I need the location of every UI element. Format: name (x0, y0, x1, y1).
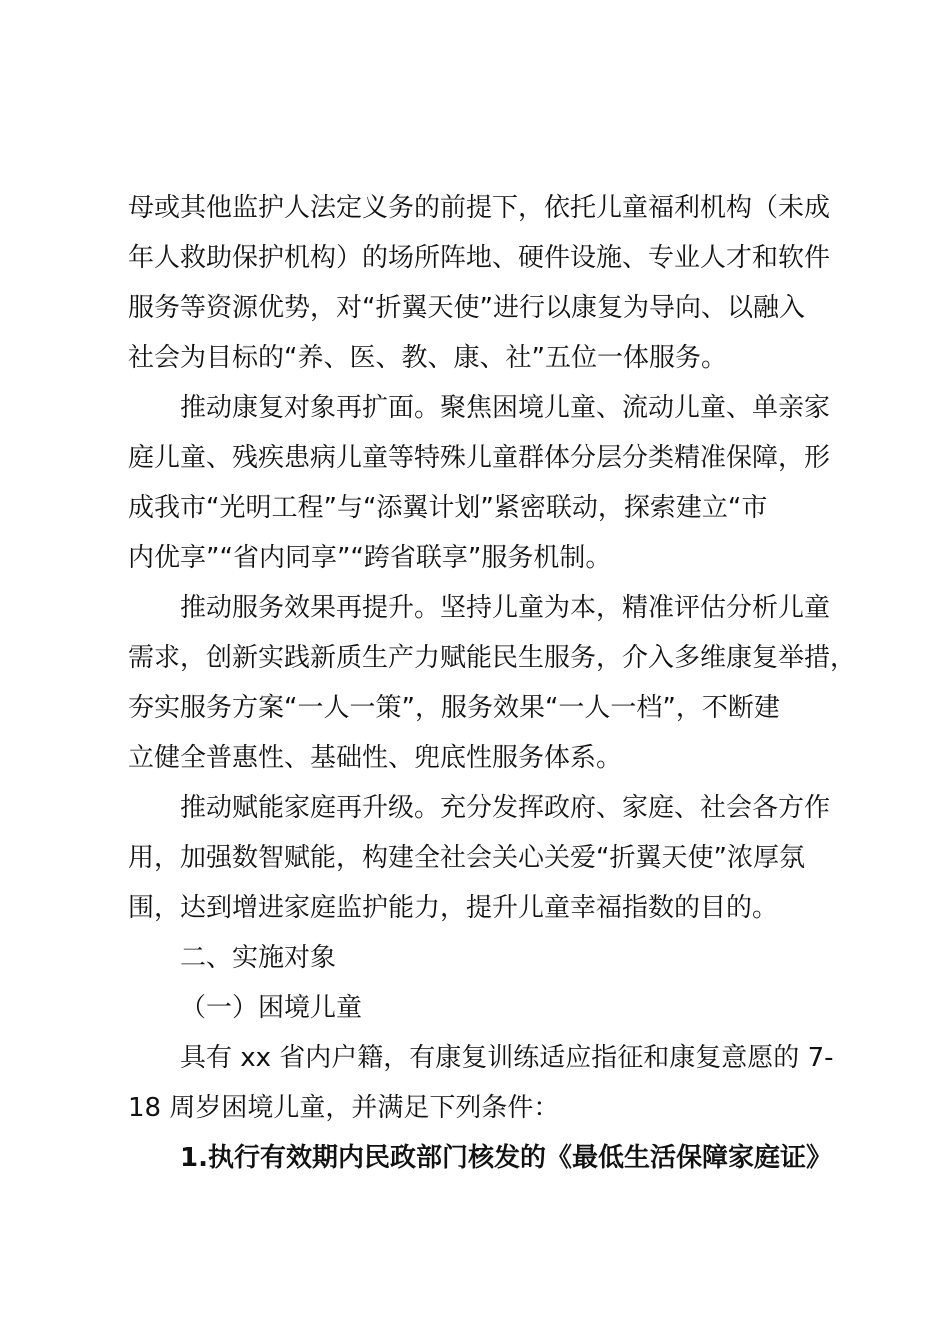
body-text-line: 年人救助保护机构）的场所阵地、硬件设施、专业人才和软件 (128, 243, 831, 273)
body-text-line: 具有 xx 省内户籍，有康复训练适应指征和康复意愿的 7- (180, 1043, 834, 1073)
body-text-line: 立健全普惠性、基础性、兜底性服务体系。 (128, 743, 623, 773)
subsection-heading-children-in-difficulty: （一）困境儿童 (180, 993, 363, 1023)
body-text-line: 18 周岁困境儿童，并满足下列条件： (128, 1093, 560, 1123)
paragraph-heading-service-effect: 推动服务效果再提升。坚持儿童为本，精准评估分析儿童 (180, 593, 831, 623)
body-text-line: 用，加强数智赋能，构建全社会关心关爱“折翼天使”浓厚氛 (128, 843, 805, 873)
body-text-line: 需求，创新实践新质生产力赋能民生服务，介入多维康复举措， (128, 643, 857, 673)
body-text-line: 围，达到增进家庭监护能力，提升儿童幸福指数的目的。 (128, 893, 779, 923)
body-text-line: 内优享”“省内同享”“跨省联享”服务机制。 (128, 543, 612, 573)
section-heading-targets: 二、实施对象 (180, 943, 337, 973)
body-text-line: 服务等资源优势，对“折翼天使”进行以康复为导向、以融入 (128, 293, 805, 323)
body-text-line: 夯实服务方案“一人一策”，服务效果“一人一档”，不断建 (128, 693, 780, 723)
paragraph-heading-family-empowerment: 推动赋能家庭再升级。充分发挥政府、家庭、社会各方作 (180, 793, 831, 823)
body-text-line: 庭儿童、残疾患病儿童等特殊儿童群体分层分类精准保障，形 (128, 443, 831, 473)
body-text-line: 社会为目标的“养、医、教、康、社”五位一体服务。 (128, 343, 727, 373)
body-text-line: 母或其他监护人法定义务的前提下，依托儿童福利机构（未成 (128, 193, 831, 223)
paragraph-heading-expand-targets: 推动康复对象再扩面。聚焦困境儿童、流动儿童、单亲家 (180, 393, 831, 423)
body-text-line: 成我市“光明工程”与“添翼计划”紧密联动，探索建立“市 (128, 493, 768, 523)
condition-item-1: 1.执行有效期内民政部门核发的《最低生活保障家庭证》 (180, 1143, 832, 1173)
